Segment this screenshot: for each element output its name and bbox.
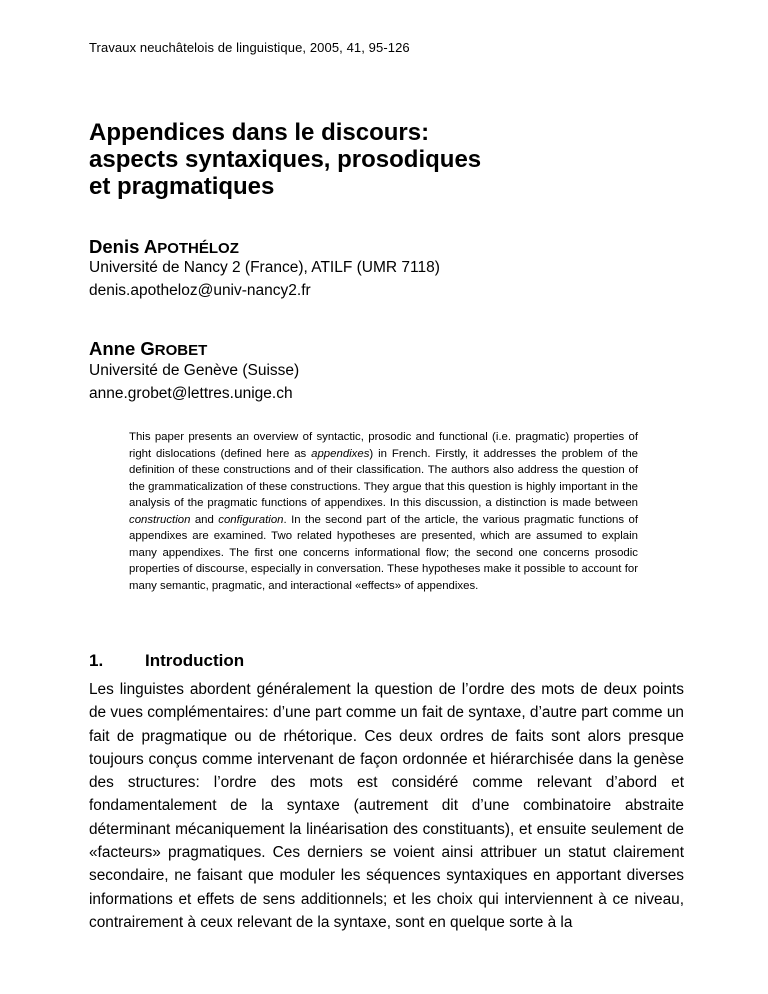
- abstract-emphasis: construction: [129, 513, 191, 526]
- journal-reference: Travaux neuchâtelois de linguistique, 2005, 41, 95-126: [89, 40, 410, 55]
- author-first-name: Denis: [89, 236, 144, 257]
- body-paragraph: Les linguistes abordent généralement la question de l’ordre des mots de deux points de vues complémentaires: d’une part comme un fait de syntaxe, d’autre part comme un fait de pragmatique ou de rhétorique. Ces deux ordres de faits sont alors presque toujours conçus comme intervenant de façon ordonnée et hiérarchisée dans la genèse des structures: l’ordre des mots est considéré comme relevant d’abord et fondamentalement de la syntaxe (autrement dit d’une combinatoire abstraite déterminant mécaniquement la linéarisation des constituants), et ensuite seulement de «facteurs» pragmatiques. Ces derniers se voient ainsi attribuer un statut clairement secondaire, ne faisant que moduler les séquences syntaxiques en apportant diverses informations et effets de sens additionnels; et les choix qui interviennent à ce niveau, contrairement à ceux relevant de la syntaxe, sont en quelque sorte à la: [89, 681, 684, 931]
- section-title: Introduction: [145, 651, 245, 670]
- abstract-emphasis: appendixes: [311, 447, 370, 460]
- author-email: denis.apotheloz@univ-nancy2.fr: [89, 282, 311, 299]
- author-surname-rest: ROBET: [154, 342, 208, 359]
- affiliation: Université de Nancy 2 (France), ATILF (UMR 7118): [89, 259, 440, 276]
- author-email: anne.grobet@lettres.unige.ch: [89, 385, 293, 402]
- abstract-text: and: [190, 513, 219, 526]
- title-line-2: aspects syntaxiques, prosodiques: [89, 146, 482, 173]
- affiliation: Université de Genève (Suisse): [89, 362, 300, 379]
- abstract-text: ) in French. Firstly, it addresses the problem of the definition of these constructions and of their classification. The authors also address the question of the grammaticalization of these constructions. They argue that this question is highly important in the analysis of the pragmatic functions of appendixes. In this discussion, a distinction is made between: [129, 447, 638, 509]
- abstract-emphasis: configuration: [218, 513, 284, 526]
- title-line-3: et pragmatiques: [89, 173, 275, 200]
- author-name-2: [89, 338, 207, 360]
- author-surname-rest: POTHÉLOZ: [157, 240, 239, 257]
- article-title: [89, 119, 689, 200]
- abstract-text: . In the second part of the article, the various pragmatic functions of appendixes are examined. Two related hypotheses are presented, which are assumed to explain many appendixes. The first one concerns informational flow; the second one concerns prosodic properties of discourse, especially in conversation. These hypotheses make it possible to account for many semantic, pragmatic, and interactional «effects» of appendixes.: [129, 513, 638, 592]
- author-first-name: Anne: [89, 338, 141, 359]
- section-number: 1.: [89, 651, 104, 670]
- author-affiliation-2: [89, 359, 299, 405]
- author-surname-initial: G: [140, 338, 155, 359]
- section-heading: [89, 651, 244, 671]
- abstract: [129, 429, 638, 594]
- author-surname-initial: A: [143, 236, 158, 257]
- author-affiliation-1: [89, 256, 440, 302]
- author-name-1: [89, 236, 239, 258]
- title-line-1: Appendices dans le discours:: [89, 119, 430, 146]
- abstract-text: This paper presents an overview of syntactic, prosodic and functional (i.e. pragmatic) properties of right dislocations (defined here as: [129, 431, 638, 460]
